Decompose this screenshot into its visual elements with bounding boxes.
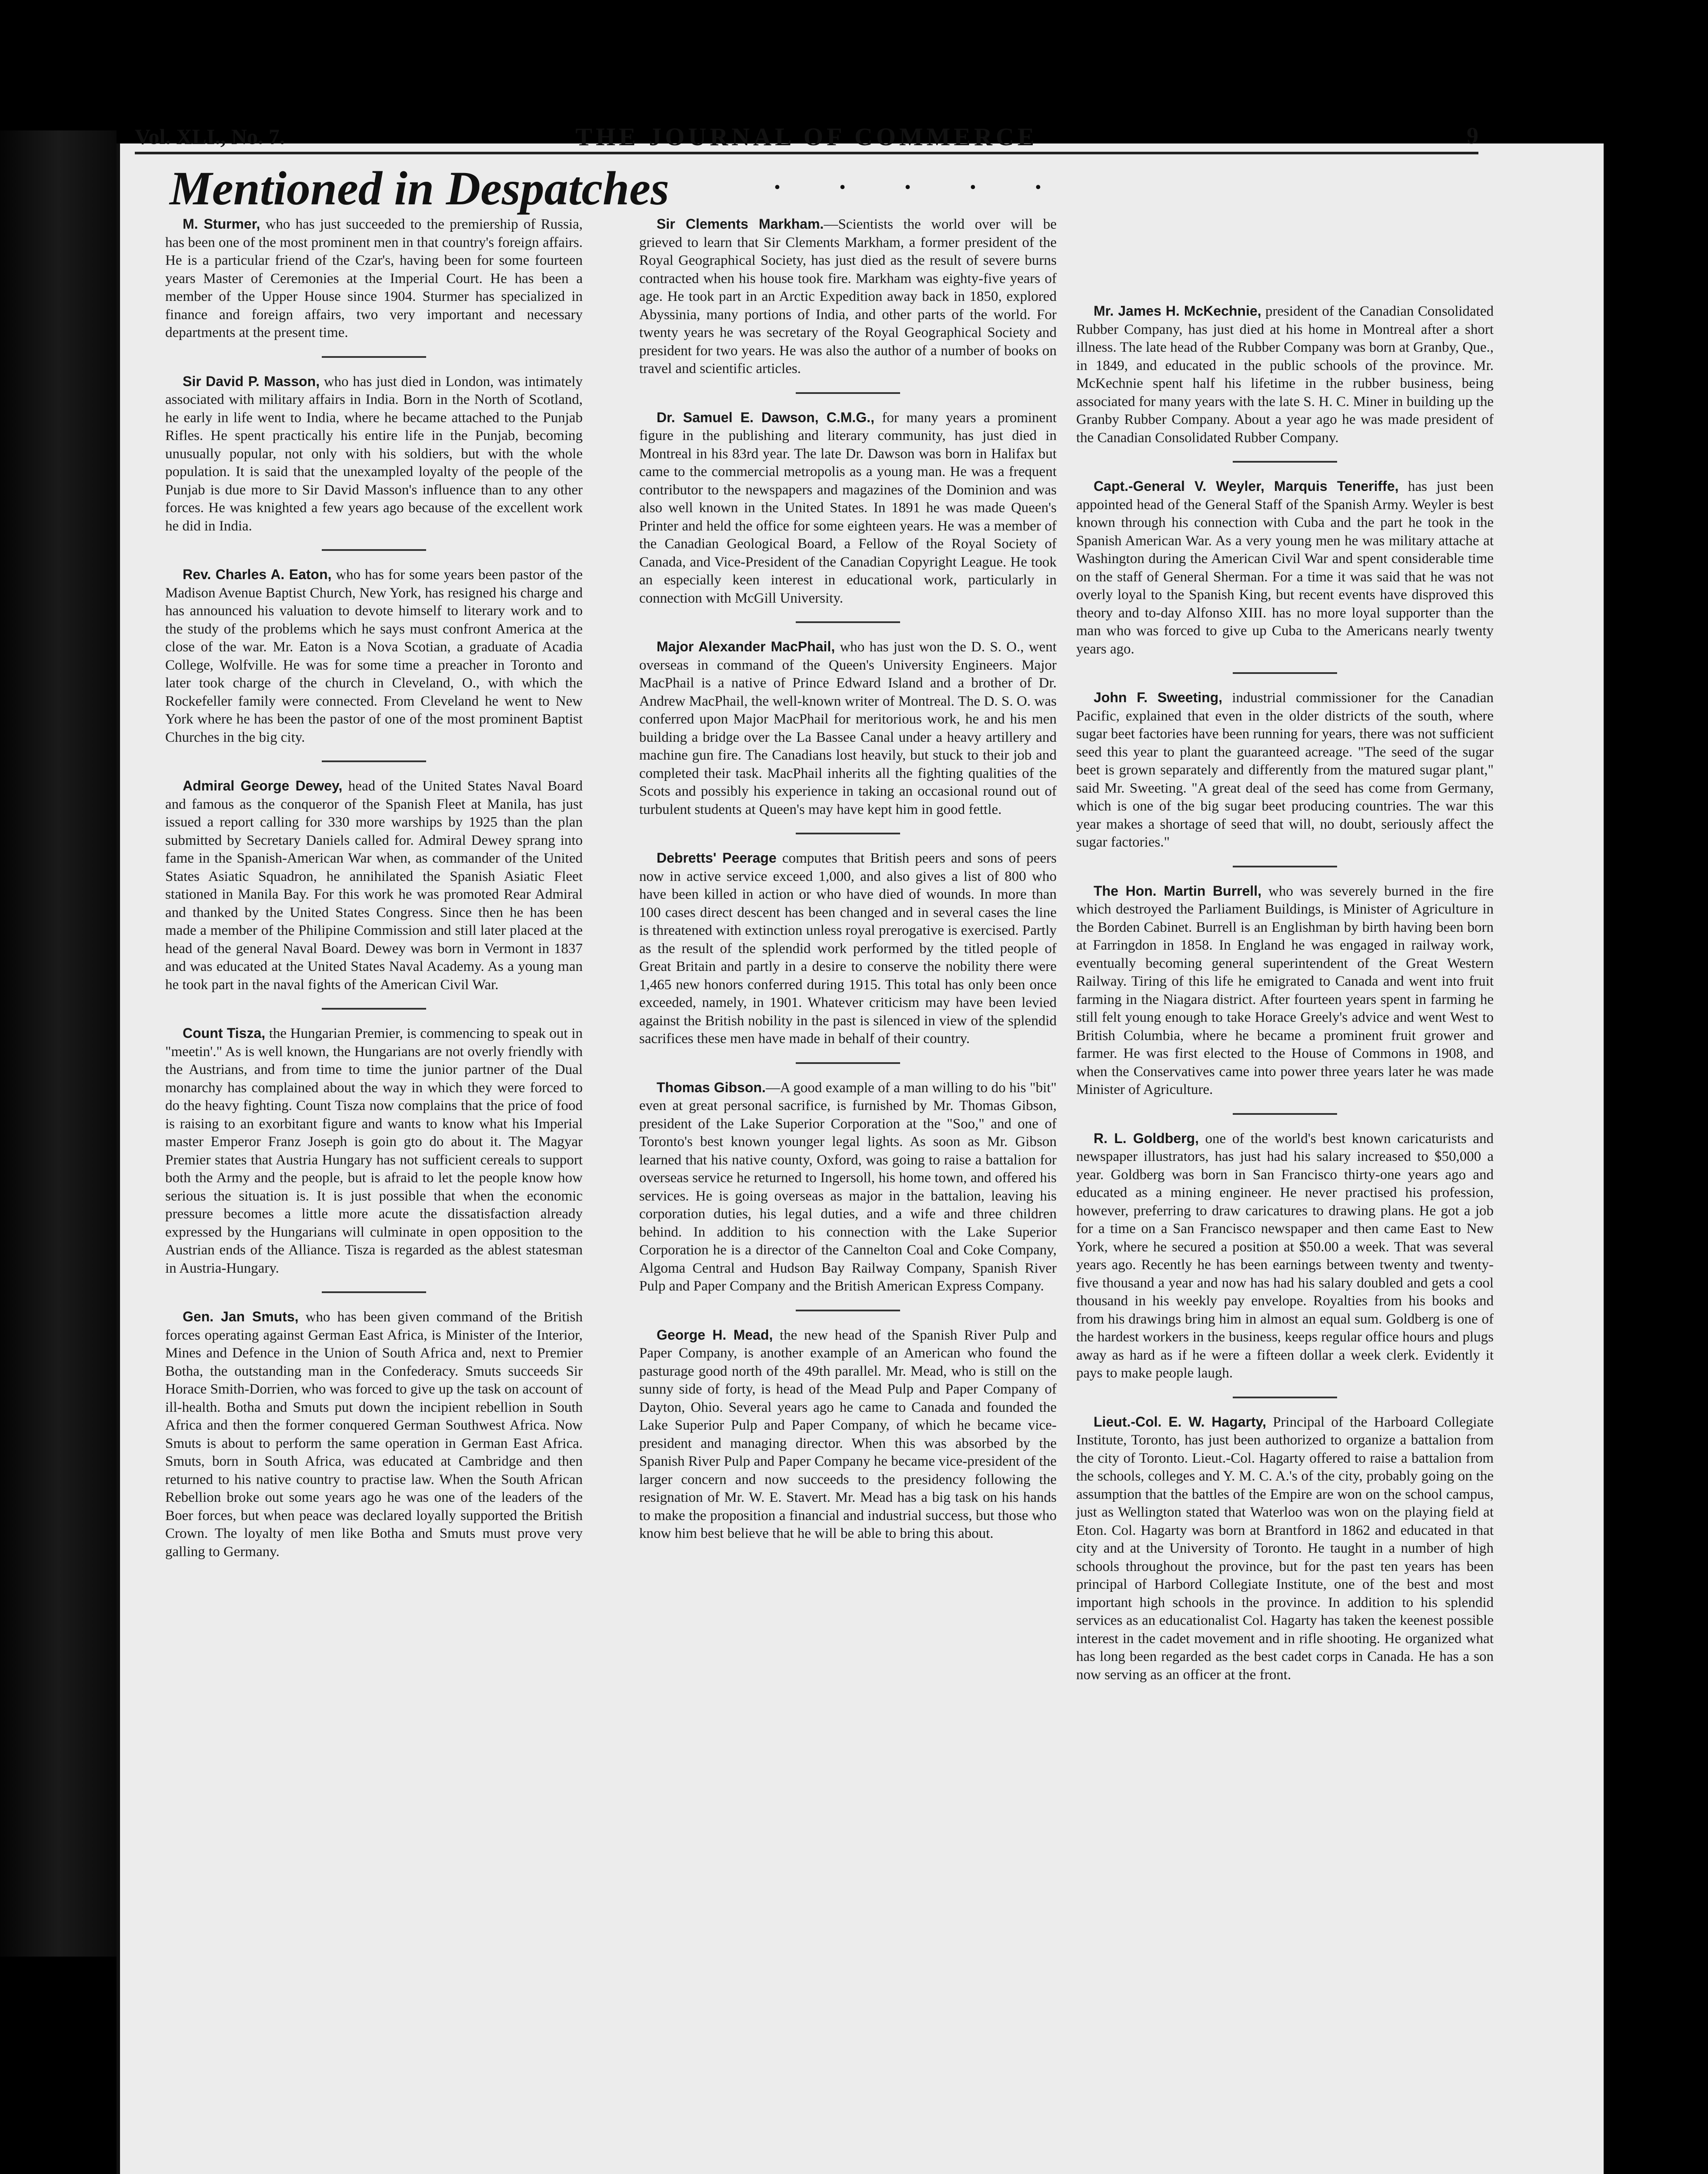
title-ornament: . . . . . — [774, 166, 1068, 194]
separator — [796, 1310, 900, 1311]
article: Count Tisza, the Hungarian Premier, is commencing to speak out in "meetin'." As is well known, the Hungarians are not overly friendly with the Austrians, and from time to time the junior partner of the Dual monarchy has complained about the way in which they were forced to do the heavy fighting. Count Tisza now complains that the price of food is raising to an exorbitant figure and wants to know what his Imperial master Emperor Franz Joseph is goin gto do about it. The Magyar Premier states that Austria Hungary has not sufficient cereals to support both the Army and the people, but is afraid to let the people know how serious the situation is. It is just possible that when the economic pressure becomes a little more acute the dissatisfaction already expressed by the Hungarians will culminate in open opposition to the Austrian ends of the Alliance. Tisza is regarded as the ablest statesman in Austria-Hungary. — [165, 1025, 583, 1276]
article: John F. Sweeting, industrial commissioner for the Canadian Pacific, explained that even in the older districts of the south, where sugar beet factories have been running for years, there was not sufficient seed this year to plant the guaranteed acreage. "The seed of the sugar beet is grown separately and differently from the matured sugar plant," said Mr. Sweeting. "A great deal of the seed has come from Germany, which is one of the big sugar beet producing countries. The war this year makes a shortage of seed that will, no doubt, seriously affect the sugar factories." — [1076, 690, 1494, 850]
article: Sir David P. Masson, who has just died in London, was intimately associated with military affairs in India. Born in the North of Scotland, he early in life went to India, where he became attached to the Punjab Rifles. He spent practically his entire life in the Punjab, becoming unusually popular, not only with his soldiers, but with the whole population. It is said that the unexampled loyalty of the people of the Punjab is due more to Sir David Masson's influence than to any other forces. He was knighted a few years ago because of the excellent work he did in India. — [165, 373, 583, 534]
separator — [796, 621, 900, 623]
article: Gen. Jan Smuts, who has been given command of the British forces operating against German East Africa, is Minister of the Interior, Mines and Defence in the Union of South Africa and, next to Premier Botha, the outstanding man in the Confederacy. Smuts succeeds Sir Horace Smith-Dorrien, who was forced to give up the task on account of ill-health. Botha and Smuts put down the incipient rebellion in South Africa and then the former conquered German Southwest Africa. Now Smuts is about to perform the same operation in German East Africa. Smuts, born in South Africa, was educated at Cambridge and then returned to his native country to practise law. When the South African Rebellion broke out some years ago he was one of the leaders of the Boer forces, but when peace was declared loyally supported the British Crown. The loyalty of men like Botha and Smuts must prove very galling to Germany. — [165, 1309, 583, 1560]
section-title: Mentioned in Despatches — [170, 162, 669, 215]
separator — [322, 1008, 426, 1010]
separator — [1233, 461, 1337, 463]
article: Major Alexander MacPhail, who has just won the D. S. O., went overseas in command of the Queen's University Engineers. Major MacPhail is a native of Prince Edward Island and a brother of Dr. Andrew MacPhail, the well-known writer of Montreal. The D. S. O. was conferred upon Major MacPhail for meritorious work, he and his men building a bridge over the La Bassee Canal under a heavy artillery and machine gun fire. The Canadians lost heavily, but stuck to their job and completed their task. MacPhail inherits all the fighting qualities of the Scots and possibly his experience in taking an occasional round out of turbulent students at Queen's may have kept him in good fettle. — [639, 639, 1057, 817]
column-2 — [639, 215, 1057, 1557]
column-3 — [1076, 115, 1494, 1698]
article: Sir Clements Markham.—Scientists the world over will be grieved to learn that Sir Clements Markham, a former president of the Royal Geographical Society, has just died as the result of severe burns contracted when his house took fire. Markham was eighty-five years of age. He took part in an Arctic Expedition away back in 1850, explored Abyssinia, many portions of India, and other parts of the world. For twenty years he was secretary of the Royal Geographical Society and president for two years. He was also the author of a number of books on travel and scientific articles. — [639, 216, 1057, 377]
article: Debretts' Peerage computes that British peers and sons of peers now in active service exceed 1,000, and also gives a list of 800 who have been killed in action or who have died of wounds. In more than 100 cases direct descent has been changed and in several cases the line is threatened with extinction unless royal prerogative is exercised. Partly as the result of the splendid work performed by the titled people of Great Britain and partly in a desire to conserve the nobility there were 1,465 new honors conferred during 1915. This total has only been once exceeded, namely, in 1901. Whatever criticism may have been levied against the British nobility in the past is silenced in view of the splendid sacrifices these men have made in behalf of their country. — [639, 850, 1057, 1047]
scan-edge — [0, 130, 117, 1957]
article: M. Sturmer, who has just succeeded to the premiership of Russia, has been one of the most prominent men in that country's foreign affairs. He is a particular friend of the Czar's, having been for some fourteen years Master of Ceremonies at the Imperial Court. He has been a member of the Upper House since 1904. Sturmer has specialized in finance and foreign affairs, two very important and necessary departments at the present time. — [165, 216, 583, 340]
column-1 — [165, 215, 583, 1575]
separator — [322, 1291, 426, 1293]
separator — [1233, 1113, 1337, 1115]
page-number: 9 — [1467, 123, 1478, 149]
separator — [322, 549, 426, 551]
article: Rev. Charles A. Eaton, who has for some years been pastor of the Madison Avenue Baptist Church, New York, has resigned his charge and has announced his valuation to devote himself to literary work and to the study of the problems which he says must confront America at the close of the war. Mr. Eaton is a Nova Scotian, a graduate of Acadia College, Wolfville. He was for some time a preacher in Toronto and later took charge of the church in Cleveland, O., with which the Rockefeller family were connected. From Cleveland he went to New York where he has been the pastor of one of the most prominent Baptist Churches in the big city. — [165, 567, 583, 745]
article: R. L. Goldberg, one of the world's best known caricaturists and newspaper illustrators, has just had his salary increased to $50,000 a year. Goldberg was born in San Francisco thirty-one years ago and educated as a mining engineer. He never practised his profession, however, preferring to draw caricatures to drawing plans. He got a job for a time on a San Francisco newspaper and then came East to New York, where he secured a position at $50.00 a week. That was several years ago. Recently he has been earnings between twenty and twenty-five thousand a year and now has had his salary doubled and gets a cool thousand in his weekly pay envelope. Royalties from his books and from his drawings bring him in almost an equal sum. Goldberg is one of the hardest workers in the business, keeps regular office hours and plugs away as hard as if he were a fifteen dollar a week clerk. Evidently it pays to make people laugh. — [1076, 1130, 1494, 1381]
article: Mr. James H. McKechnie, president of the Canadian Consolidated Rubber Company, has just died at his home in Montreal after a short illness. The late head of the Rubber Company was born at Granby, Que., in 1849, and educated in the public schools of the province. Mr. McKechnie spent half his lifetime in the rubber business, being associated for many years with the late S. H. C. Miner in building up the Granby Rubber Company. About a year ago he was made president of the Canadian Consolidated Rubber Company. — [1076, 303, 1494, 446]
article: Dr. Samuel E. Dawson, C.M.G., for many years a prominent figure in the publishing and literary community, has just died in Montreal in his 83rd year. The late Dr. Dawson was born in Halifax but came to the commercial metropolis as a young man. He was a frequent contributor to the newspapers and magazines of the Dominion and was also well known in the United States. In 1891 he was made Queen's Printer and held the office for some eighteen years. He was a member of the Canadian Geological Board, a Fellow of the Royal Society of Canada, and Vice-President of the Canadian Copyright League. He took an especially keen interest in educational work, particularly in connection with McGill University. — [639, 409, 1057, 606]
separator — [1233, 1397, 1337, 1398]
article: Admiral George Dewey, head of the United States Naval Board and famous as the conqueror of the Spanish Fleet at Manila, has just issued a report calling for 330 more warships by 1925 than the plan submitted by Secretary Daniels called for. Admiral Dewey sprang into fame in the Spanish-American War when, as commander of the United States Asiatic Squadron, he annihilated the Spanish Asiatic Fleet stationed in Manila Bay. For this work he was promoted Rear Admiral and thanked by the United States Congress. Since then he has been made a member of the Philipine Commission and still later placed at the head of the general Naval Board. Dewey was born in Vermont in 1837 and was educated at the United States Naval Academy. As a young man he took part in the naval fights of the American Civil War. — [165, 778, 583, 993]
article: Thomas Gibson.—A good example of a man willing to do his "bit" even at great personal sacrifice, is furnished by Mr. Thomas Gibson, president of the Lake Superior Corporation at the "Soo," and one of Toronto's best known younger legal lights. As soon as Mr. Gibson learned that his native county, Oxford, was going to raise a battalion for overseas service he returned to Ingersoll, his home town, and offered his services. He is going overseas as major in the battalion, leaving his corporation duties, his legal duties, and a wife and three children behind. In addition to his connection with the Lake Superior Corporation he is a director of the Cannelton Coal and Coke Company, Algoma Central and Hudson Bay Railway Company, Spanish River Pulp and Paper Company and the British American Express Company. — [639, 1079, 1057, 1294]
page-border — [117, 143, 120, 2174]
journal-title: THE JOURNAL OF COMMERCE — [575, 123, 1038, 151]
separator — [796, 1062, 900, 1064]
volume-number: Vol. XLI., No. 7. — [135, 124, 285, 149]
separator — [322, 760, 426, 762]
article: Capt.-General V. Weyler, Marquis Teneriffe, has just been appointed head of the General Staff of the Spanish Army. Weyler is best known through his connection with Cuba and the part he took in the Spanish American War. As a very young men he was military attache at Washington during the American Civil War and spent considerable time on the staff of General Sherman. For a time it was said that he was not overly loyal to the Spanish King, but recent events have disproved this theory and to-day Alfonso XIII. has no more loyal supporter than the man who was forced to give up Cuba to the Americans nearly twenty years ago. — [1076, 478, 1494, 657]
separator — [796, 833, 900, 834]
article: George H. Mead, the new head of the Spanish River Pulp and Paper Company, is another example of an American who found the pasturage good north of the 49th parallel. Mr. Mead, who is still on the sunny side of forty, is head of the Mead Pulp and Paper Company of Dayton, Ohio. Several years ago he came to Canada and founded the Lake Superior Pulp and Paper Company, of which he became vice-president and managing director. When this was absorbed by the Spanish River Pulp and Paper Company he became vice-president of the larger concern and now succeeds to the presidency following the resignation of Mr. W. E. Stavert. Mr. Mead has a big task on his hands to make the proposition a financial and industrial success, but those who know him best believe that he will be able to bring this about. — [639, 1327, 1057, 1541]
separator — [1233, 672, 1337, 674]
separator — [1233, 866, 1337, 867]
article: The Hon. Martin Burrell, who was severely burned in the fire which destroyed the Parliament Buildings, is Minister of Agriculture in the Borden Cabinet. Burrell is an Englishman by birth having been born at Farringdon in 1858. In England he was engaged in railway work, eventually becoming general superintendent of the Great Western Railway. Tiring of this life he emigrated to Canada and went into fruit farming in the Niagara district. After fourteen years spent in farming he still felt young enough to take Horace Greely's advice and went West to British Columbia, where he became a prominent fruit grower and farmer. He was first elected to the House of Commons in 1908, and when the Conservatives came into power three years later he was made Minister of Agriculture. — [1076, 883, 1494, 1097]
article: Lieut.-Col. E. W. Hagarty, Principal of the Harboard Collegiate Institute, Toronto, has just been authorized to organize a battalion from the city of Toronto. Lieut.-Col. Hagarty offered to raise a battalion from the schools, colleges and Y. M. C. A.'s of the city, probably going on the assumption that the battles of the Empire are won on the school campus, just as Wellington stated that Waterloo was won on the playing field at Eton. Col. Hagarty was born at Brantford in 1862 and educated in that city and at the University of Toronto. He taught in a number of high schools throughout the province, but for the past ten years has been principal of Harbord Collegiate Institute, one of the best and most important high schools in the province. In addition to his splendid services as an educationalist Col. Hagarty has taken the keenest possible interest in the cadet movement and in rifle shooting. He organized what has long been regarded as the best cadet corps in Canada. He has a son now serving as an officer at the front. — [1076, 1414, 1494, 1683]
separator — [796, 392, 900, 394]
separator — [322, 356, 426, 358]
